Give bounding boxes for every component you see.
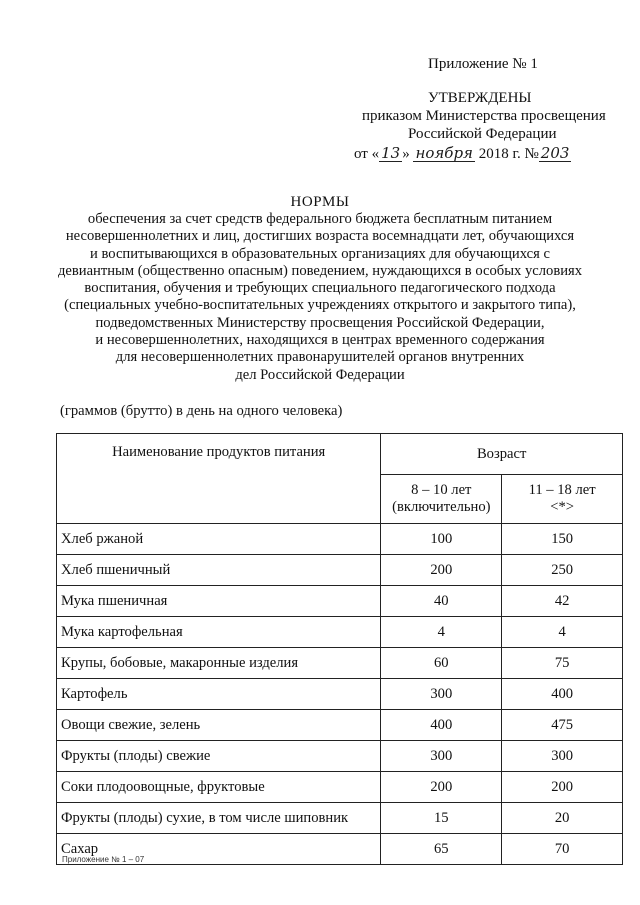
subtitle-line: (специальных учебно-воспитательных учреждениях открытого и закрытого типа), [64,297,576,314]
date-month-handwritten: ноября [415,144,473,162]
norm-11-18: 475 [502,710,623,741]
unit-note: (граммов (брутто) в день на одного человека) [60,403,343,419]
subtitle-line: для несовершеннолетних правонарушителей органов внутренних [115,349,525,366]
document-subtitle [40,211,600,384]
product-name: Мука пшеничная [57,586,381,617]
appendix-label: Приложение № 1 [428,56,538,72]
table-row [57,710,623,741]
order-number-handwritten: 203 [540,144,570,162]
order-line-1: приказом Министерства просвещения [362,108,606,124]
norm-8-10: 15 [381,803,502,834]
approved-heading: УТВЕРЖДЕНЫ [428,90,532,106]
product-name: Соки плодоовощные, фруктовые [57,772,381,803]
product-name: Картофель [57,679,381,710]
table-row [57,803,623,834]
norm-11-18: 150 [502,524,623,555]
norm-8-10: 65 [381,834,502,865]
date-prefix: от « [354,146,380,162]
norm-11-18: 300 [502,741,623,772]
header-product-name: Наименование продуктов питания [57,434,381,524]
norm-11-18: 75 [502,648,623,679]
norm-11-18: 250 [502,555,623,586]
subtitle-line: обеспечения за счет средств федерального бюджета бесплатным питанием [87,211,553,227]
product-name: Мука картофельная [57,617,381,648]
norm-8-10: 400 [381,710,502,741]
norms-table [56,433,623,865]
table-row [57,555,623,586]
table-row [57,679,623,710]
subtitle-line: и воспитывающихся в образовательных организациях для обучающихся с [90,245,550,262]
norm-11-18: 20 [502,803,623,834]
norm-8-10: 40 [381,586,502,617]
product-name: Овощи свежие, зелень [57,710,381,741]
norm-8-10: 100 [381,524,502,555]
norm-8-10: 4 [381,617,502,648]
order-line-2: Российской Федерации [408,126,557,142]
table-row [57,741,623,772]
norm-8-10: 200 [381,555,502,586]
order-date-line [354,145,571,163]
norm-8-10: 300 [381,741,502,772]
date-year: 2018 г. № [478,146,539,162]
header-age-group-1 [381,475,502,524]
norm-8-10: 200 [381,772,502,803]
product-name: Хлеб пшеничный [57,555,381,586]
product-name: Фрукты (плоды) свежие [57,741,381,772]
age-group-2-note: <*> [550,499,575,515]
subtitle-line: и несовершеннолетних, находящихся в центрах временного содержания [95,332,545,349]
age-group-2-range: 11 – 18 лет [528,482,596,498]
document-title: НОРМЫ [290,194,350,210]
product-name: Фрукты (плоды) сухие, в том числе шиповник [57,803,381,834]
norm-8-10: 300 [381,679,502,710]
header-age-group-2 [502,475,623,524]
product-name: Сахар [57,834,381,865]
subtitle-line: воспитания, обучения и требующих специального педагогического подхода [84,280,556,297]
table-row [57,648,623,679]
norm-8-10: 60 [381,648,502,679]
norm-11-18: 200 [502,772,623,803]
product-name: Крупы, бобовые, макаронные изделия [57,648,381,679]
norm-11-18: 70 [502,834,623,865]
norm-11-18: 400 [502,679,623,710]
page-footer: Приложение № 1 – 07 [62,855,145,864]
norm-11-18: 42 [502,586,623,617]
subtitle-line: дел Российской Федерации [235,366,405,383]
subtitle-line: девиантным (общественно опасным) поведением, нуждающихся в особых условиях [57,262,583,279]
age-group-1-range: 8 – 10 лет [411,482,472,498]
table-row [57,524,623,555]
date-mid: » [402,146,410,162]
age-group-1-note: (включительно) [392,499,491,515]
table-row [57,617,623,648]
date-day-handwritten: 13 [381,144,401,162]
subtitle-line: подведомственных Министерству просвещения Российской Федерации, [95,314,545,331]
norm-11-18: 4 [502,617,623,648]
subtitle-line: несовершеннолетних и лиц, достигших возраста восемнадцати лет, обучающихся [65,228,575,245]
header-age: Возраст [381,434,623,475]
product-name: Хлеб ржаной [57,524,381,555]
table-row [57,772,623,803]
table-row [57,586,623,617]
